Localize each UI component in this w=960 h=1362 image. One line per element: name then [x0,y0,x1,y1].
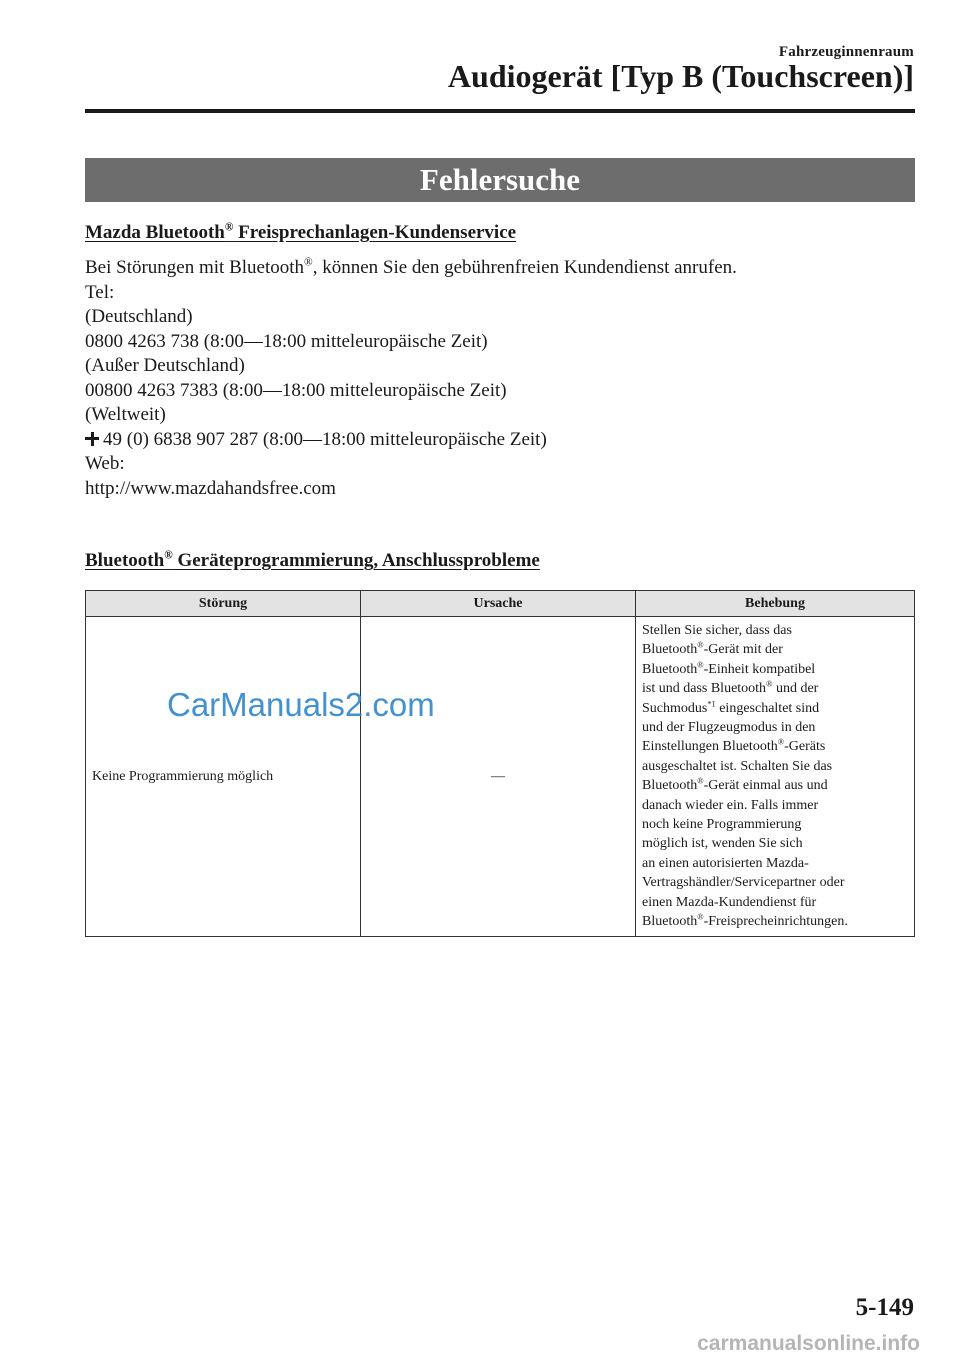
troubleshooting-table [85,590,915,937]
column-header-cause: Ursache [361,591,636,617]
outside-germany-number: 00800 4263 7383 (8:00—18:00 mitteleuropäische Zeit) [85,379,507,401]
worldwide-number: 49 (0) 6838 907 287 (8:00—18:00 mitteleuropäische Zeit) [85,428,737,453]
web-url[interactable]: http://www.mazdahandsfree.com [85,477,336,499]
plus-icon [85,432,99,446]
header-rule [85,109,915,113]
germany-label: (Deutschland) [85,306,193,327]
footnote-marker: *1 [707,698,716,708]
customer-service-body [85,256,737,501]
worldwide-label: (Weltweit) [85,404,166,425]
table-row [86,617,915,937]
problem-cell: Keine Programmierung möglich [86,617,361,937]
outside-germany-label: (Außer Deutschland) [85,355,245,376]
germany-number: 0800 4263 738 (8:00—18:00 mitteleuropäische Zeit) [85,330,488,352]
page-number: 5-149 [855,1294,914,1321]
page-header-title: Audiogerät [Typ B (Touchscreen)] [447,58,914,94]
section-banner: Fehlersuche [85,158,915,202]
registered-mark: ® [224,221,234,234]
pairing-heading: Bluetooth® Geräteprogrammierung, Anschlussprobleme [85,549,540,571]
chapter-label: Fahrzeuginnenraum [778,44,914,60]
customer-service-heading: Mazda Bluetooth® Freisprechanlagen-Kundenservice [85,221,517,243]
column-header-problem: Störung [86,591,361,617]
cause-cell: — [361,617,636,937]
web-label: Web: [85,453,125,474]
fix-cell: Stellen Sie sicher, dass das Bluetooth®-Gerät mit der Bluetooth®-Einheit kompatibel ist und dass Bluetooth® und der Suchmodus$^{*1}$ eingeschaltet sind und der Flugzeugmodus in den Einstellungen Bluetooth®-Geräts ausgeschaltet ist. Schalten Sie das Bluetooth®-Gerät einmal aus und danach wieder ein. Falls immer noch keine Programmierung möglich ist, wenden Sie sich an einen autorisierten Mazda- Vertragshändler/Servicepartner oder einen Mazda-Kundendienst für Bluetooth®-Freisprecheinrichtungen. [636,617,915,937]
site-watermark: CarManuals2.com [167,686,435,723]
table-header-row [86,591,915,617]
footer-watermark: carmanualsonline.info [697,1332,920,1355]
column-header-fix: Behebung [636,591,915,617]
intro-text: Bei Störungen mit Bluetooth®, können Sie den gebührenfreien Kundendienst anrufen. [85,256,737,278]
tel-label: Tel: [85,281,115,303]
